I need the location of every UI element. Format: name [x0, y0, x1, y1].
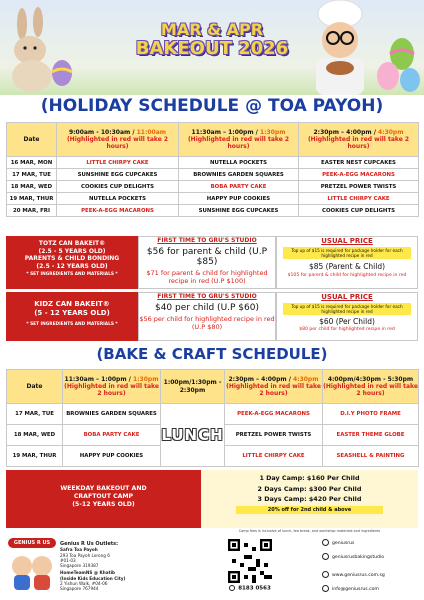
outlets-info: Genius R Us Outlets: Safra Toa Payoh 293 Toa Payoh Lorong 6 #01-03 Singapore 319387 HomeTeamNS @ Khatib (Inside Kids Education City) 2 Yishun Walk, #04-06 Singapore 767944 [60, 541, 126, 592]
totz-usual-price: USUAL PRICE Top up of $15 is required for package holder for each highlighted recipe in red $85 (Parent & Child) $105 for parent & child for highlighted recipe in red [276, 236, 418, 289]
website-link[interactable]: www.geniusrus.com.sg [322, 571, 385, 578]
lunch-time-header: 1:00pm/1:30pm - 2:30pm [161, 370, 225, 404]
recipe-cell: BROWNIES GARDEN SQUARES [63, 404, 161, 425]
table-row [7, 205, 419, 217]
qr-code-icon[interactable] [228, 539, 272, 583]
hero-banner [0, 0, 424, 95]
date-cell: 18 MAR, WED [7, 181, 57, 193]
table-row [7, 193, 419, 205]
recipe-cell: COOKIES CUP DELIGHTS [299, 205, 419, 217]
camp-label-box: WEEKDAY BAKEOUT AND CRAFTOUT CAMP (5-12 YEARS OLD) [6, 470, 201, 528]
recipe-cell: BOBA PARTY CAKE [179, 181, 299, 193]
recipe-cell: EASTER THEME GLOBE [323, 425, 419, 446]
recipe-cell: SUNSHINE EGG CUPCAKES [179, 205, 299, 217]
recipe-cell: SEASHELL & PAINTING [323, 446, 419, 467]
easter-eggs-right [372, 34, 424, 94]
date-header: Date [7, 370, 63, 404]
social-instagram[interactable]: geniusrusbakingstudio [322, 553, 384, 560]
totz-label-box: TOTZ CAN BAKEIT® (2.5 - 5 YEARS OLD) PARENTS & CHILD BONDING (2.5 - 12 YEARS OLD) * SET INGREDIENTS AND MATERIALS * [6, 236, 138, 289]
camp-fine-print: Camp fees is inclusive of lunch, tea break, and workshop materials and ingredients [238, 529, 381, 533]
holiday-schedule-table [6, 122, 419, 217]
recipe-cell: EASTER NEST CUPCAKES [299, 157, 419, 169]
kidz-first-time-price: FIRST TIME TO GRU'S STUDIO $40 per child (U.P $60) $56 per child for highlighted recipe in red (U.P $80) [138, 292, 276, 341]
email-link[interactable]: info@geniusrus.com [322, 585, 379, 592]
slot-header: 9:00am - 10:30am / 11:00am (Highlighted in red will take 2 hours) [57, 123, 179, 157]
recipe-cell: LITTLE CHIRPY CAKE [299, 193, 419, 205]
date-cell: 20 MAR, FRI [7, 205, 57, 217]
recipe-cell: NUTELLA POCKETS [57, 193, 179, 205]
hero-title [112, 20, 312, 58]
bake-craft-table [6, 369, 419, 467]
easter-egg-left [50, 58, 74, 88]
date-cell: 17 MAR, TUE [7, 169, 57, 181]
recipe-cell: NUTELLA POCKETS [179, 157, 299, 169]
slot-header: 2:30pm – 4:00pm / 4:30pm (Highlighted in red will take 2 hours) [299, 123, 419, 157]
recipe-cell: PEEK-A-EGG MACARONS [57, 205, 179, 217]
lunch-cell: LUNCH [161, 404, 225, 467]
child-chef-photo [300, 0, 380, 95]
date-cell: 16 MAR, MON [7, 157, 57, 169]
recipe-cell: PEEK-A-EGG MACARONS [299, 169, 419, 181]
recipe-cell: BROWNIES GARDEN SQUARES [179, 169, 299, 181]
email-icon [322, 585, 329, 592]
holiday-schedule-title: (HOLIDAY SCHEDULE @ TOA PAYOH) [40, 96, 384, 116]
instagram-icon [322, 553, 329, 560]
date-cell: 18 MAR, WED [7, 425, 63, 446]
recipe-cell: BOBA PARTY CAKE [63, 425, 161, 446]
table-row [7, 404, 419, 425]
recipe-cell: HAPPY PUP COOKIES [179, 193, 299, 205]
date-header: Date [7, 123, 57, 157]
table-row [7, 169, 419, 181]
table-row [7, 181, 419, 193]
kidz-label-box: KIDZ CAN BAKEIT® (5 - 12 YEARS OLD) * SET INGREDIENTS AND MATERIALS * [6, 292, 138, 341]
recipe-cell: PRETZEL POWER TWISTS [225, 425, 323, 446]
phone-number[interactable]: 8183 0563 [222, 585, 278, 592]
date-cell: 19 MAR, THUR [7, 193, 57, 205]
date-cell: 17 MAR, TUE [7, 404, 63, 425]
slot-header: 4:00pm/4:30pm - 5:30pm (Highlighted in red will take 2 hours) [323, 370, 419, 404]
date-cell: 19 MAR, THUR [7, 446, 63, 467]
recipe-cell: SUNSHINE EGG CUPCAKES [57, 169, 179, 181]
globe-icon [322, 571, 329, 578]
recipe-cell: D.I.Y PHOTO FRAME [323, 404, 419, 425]
logo: GENIUS R US [8, 538, 56, 598]
social-facebook[interactable]: geniusrus [322, 539, 354, 546]
hero-title-line2: BAKEOUT 2026 [135, 38, 289, 59]
whatsapp-icon [229, 585, 235, 591]
recipe-cell: HAPPY PUP COOKIES [63, 446, 161, 467]
recipe-cell: LITTLE CHIRPY CAKE [57, 157, 179, 169]
hero-title-line1: MAR & APR [160, 20, 264, 39]
slot-header: 11:30am – 1:00pm / 1:30pm (Highlighted in red will take 2 hours) [63, 370, 161, 404]
recipe-cell: COOKIES CUP DELIGHTS [57, 181, 179, 193]
slot-header: 2:30pm – 4:00pm / 4:30pm (Highlighted in red will take 2 hours) [225, 370, 323, 404]
recipe-cell: LITTLE CHIRPY CAKE [225, 446, 323, 467]
facebook-icon [322, 539, 329, 546]
bake-craft-title: (BAKE & CRAFT SCHEDULE) [96, 345, 328, 363]
kidz-usual-price: USUAL PRICE Top up of $15 is required for package holder for each highlighted recipe in red $60 (Per Child) $80 per child for highlighted recipe in red [276, 292, 418, 341]
mascot-illustration [8, 548, 56, 592]
totz-first-time-price: FIRST TIME TO GRU'S STUDIO $56 for parent & child (U.P $85) $71 for parent & child for highlighted recipe in red (U.P $100) [138, 236, 276, 289]
table-row [7, 157, 419, 169]
camp-pricing: 1 Day Camp: $160 Per Child 2 Days Camp: $300 Per Child 3 Days Camp: $420 Per Child 20% off for 2nd child & above [201, 470, 418, 528]
slot-header: 11:30am – 1:00pm / 1:30pm (Highlighted in red will take 2 hours) [179, 123, 299, 157]
recipe-cell: PRETZEL POWER TWISTS [299, 181, 419, 193]
recipe-cell: PEEK-A-EGG MACARONS [225, 404, 323, 425]
